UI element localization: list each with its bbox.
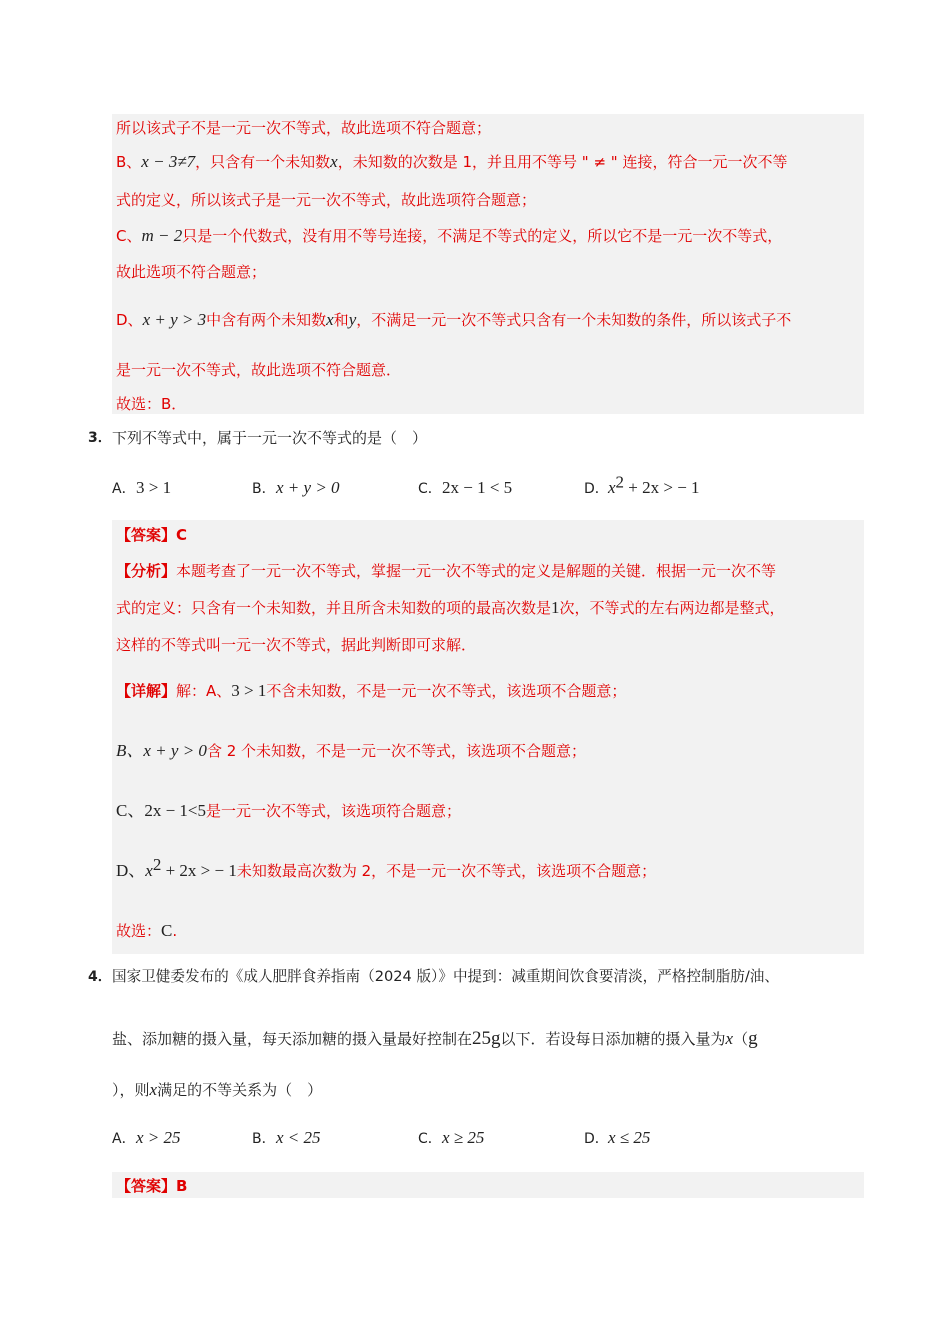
q4-stem-2b: 25g — [472, 1028, 501, 1049]
q4-option-b-text: x < 25 — [276, 1128, 321, 1147]
q4-option-a — [112, 1127, 181, 1150]
q4-stem-3a: ），则 — [112, 1081, 150, 1099]
q3-analysis-text2c: 次，不等式的左右两边都是整式， — [559, 599, 785, 617]
q2-option-b-line — [116, 152, 787, 172]
q2-option-c-line2: 故此选项不符合题意； — [116, 263, 267, 281]
q4-stem-2c: 以下．若设每日添加糖的摄入量为 — [500, 1030, 726, 1048]
q3-detail-b-math: x + y > 0 — [143, 741, 207, 760]
q3-option-d-base: x — [608, 478, 616, 497]
q3-detail-c-math: 2x − 1<5 — [144, 801, 207, 820]
q2-option-b-line2: 式的定义，所以该式子是一元一次不等式，故此选项符合题意； — [116, 191, 537, 209]
q4-stem-2e: （ — [733, 1030, 749, 1048]
q2-b-math: x − 3≠7 — [141, 152, 196, 171]
q3-option-a — [112, 477, 171, 500]
q4-stem-2f: g — [748, 1028, 758, 1049]
q3-detail-a — [116, 681, 626, 701]
q2-option-d-line2: 是一元一次不等式，故此选项不符合题意． — [116, 361, 402, 379]
q2-d-text2: 和 — [333, 311, 349, 329]
q3-analysis-text2b: 1 — [551, 598, 560, 617]
q3-analysis-text1: 本题考查了一元一次不等式，掌握一元一次不等式的定义是解题的关键．根据一元一次不等 — [176, 562, 777, 580]
q2-c-text: 只是一个代数式，没有用不等号连接，不满足不等式的定义，所以它不是一元一次不等式， — [182, 227, 783, 245]
q2-line-1: 所以该式子不是一元一次不等式，故此选项不符合题意； — [116, 119, 492, 137]
q3-answer-value: C — [176, 526, 188, 544]
q4-stem-line1: 国家卫健委发布的《成人肥胖食养指南（2024 版）》中提到：减重期间饮食要清淡，严格控制脂肪/油、 — [112, 968, 779, 985]
q2-d-math: x + y > 3 — [142, 310, 207, 329]
q4-stem-line3 — [112, 1080, 322, 1100]
q4-option-b — [252, 1127, 321, 1150]
q4-option-c-label: C． — [418, 1131, 442, 1147]
q4-option-c — [418, 1127, 484, 1150]
q3-detail-a-math: 3 > 1 — [231, 681, 267, 700]
q3-option-c-label: C． — [418, 481, 442, 497]
q3-number: 3． — [88, 430, 112, 446]
q4-option-a-label: A． — [112, 1131, 136, 1147]
q3-detail-b-text: 含 2 个未知数，不是一元一次不等式，该选项不合题意； — [206, 742, 587, 760]
solution-block-q3 — [112, 520, 864, 954]
q3-detail-a-text: 不含未知数，不是一元一次不等式，该选项不合题意； — [266, 682, 627, 700]
q3-option-a-text: 3 > 1 — [136, 478, 172, 497]
q3-option-d-rest: + 2x > − 1 — [624, 478, 700, 497]
q3-conclusion-end: . — [172, 922, 178, 940]
q2-b-text2: ，未知数的次数是 1，并且用不等号 " ≠ " 连接，符合一元一次不等 — [337, 153, 788, 171]
q3-stem: 下列不等式中，属于一元一次不等式的是（ ） — [112, 429, 428, 447]
q2-option-c-line — [116, 226, 782, 246]
q3-option-c-text: 2x − 1 < 5 — [442, 478, 513, 497]
q2-conclusion: 故选：B． — [116, 395, 187, 413]
q2-b-text1: ，只含有一个未知数 — [195, 153, 331, 171]
q3-detail-c — [116, 801, 461, 821]
q2-c-math: m − 2 — [141, 226, 183, 245]
q3-conclusion-text: 故选： — [116, 922, 162, 940]
q2-option-d-line — [116, 310, 791, 330]
q3-option-d-label: D． — [584, 481, 609, 497]
q3-option-d-sup: 2 — [615, 472, 625, 492]
q3-option-b-label: B． — [252, 481, 276, 497]
q2-b-prefix: B、 — [116, 153, 142, 171]
q3-detail-d-sup: 2 — [152, 855, 162, 874]
q3-detail-b — [116, 741, 586, 761]
q3-analysis-line2 — [116, 598, 785, 618]
q3-analysis-line1 — [116, 561, 776, 581]
q4-option-c-text: x ≥ 25 — [442, 1128, 485, 1147]
q4-answer — [116, 1176, 187, 1196]
q3-option-b — [252, 477, 340, 500]
q4-stem-2d: x — [725, 1029, 734, 1048]
q3-detail-b-prefix: B、 — [116, 741, 144, 760]
q4-answer-tag: 【答案】 — [116, 1177, 177, 1195]
q4-option-d-label: D． — [584, 1131, 609, 1147]
q3-detail-d-prefix: D、 — [116, 861, 146, 880]
q2-d-var2: y — [348, 310, 357, 329]
q3-detail-d-base: x — [145, 861, 153, 880]
q4-answer-value: B — [176, 1177, 188, 1195]
q3-detail-a-prefix: 解：A、 — [176, 682, 232, 700]
q4-option-b-label: B． — [252, 1131, 276, 1147]
q4-option-a-text: x > 25 — [136, 1128, 181, 1147]
q2-c-prefix: C、 — [116, 227, 142, 245]
q3-analysis-text2a: 式的定义：只含有一个未知数，并且所含未知数的项的最高次数是 — [116, 599, 552, 617]
q3-detail-tag: 【详解】 — [116, 682, 177, 700]
q3-answer-tag: 【答案】 — [116, 526, 177, 544]
q3-detail-d-text: 未知数最高次数为 2，不是一元一次不等式，该选项不合题意； — [236, 862, 657, 880]
q2-b-var: x — [330, 152, 338, 171]
q4-number: 4． — [88, 969, 112, 985]
q3-analysis-tag: 【分析】 — [116, 562, 177, 580]
q4-option-d — [584, 1127, 650, 1150]
q3-option-a-label: A． — [112, 481, 136, 497]
q4-stem-2a: 盐、添加糖的摄入量，每天添加糖的摄入量最好控制在 — [112, 1030, 473, 1048]
q3-option-d — [584, 472, 700, 500]
q3-conclusion-value: C — [161, 921, 173, 940]
q4-stem-3c: 满足的不等关系为（ ） — [157, 1081, 323, 1099]
q3-detail-c-prefix: C、 — [116, 801, 145, 820]
q3-answer — [116, 525, 187, 545]
q2-d-text3: ，不满足一元一次不等式只含有一个未知数的条件，所以该式子不 — [356, 311, 792, 329]
q2-d-var1: x — [326, 310, 334, 329]
q3-detail-d-rest: + 2x > − 1 — [161, 861, 237, 880]
q3-option-c — [418, 477, 512, 500]
q4-option-d-text: x ≤ 25 — [608, 1128, 651, 1147]
q4-stem-line2 — [112, 1029, 758, 1049]
q3-detail-d — [116, 855, 657, 881]
solution-block-q4 — [112, 1172, 864, 1198]
q4-stem-3b: x — [149, 1080, 158, 1099]
q3-option-b-text: x + y > 0 — [276, 478, 340, 497]
q3-detail-c-text: 是一元一次不等式，该选项符合题意； — [206, 802, 462, 820]
q2-d-prefix: D、 — [116, 311, 143, 329]
q3-conclusion — [116, 921, 177, 941]
q2-d-text1: 中含有两个未知数 — [206, 311, 327, 329]
q3-analysis-line3: 这样的不等式叫一元一次不等式，据此判断即可求解． — [116, 636, 477, 654]
